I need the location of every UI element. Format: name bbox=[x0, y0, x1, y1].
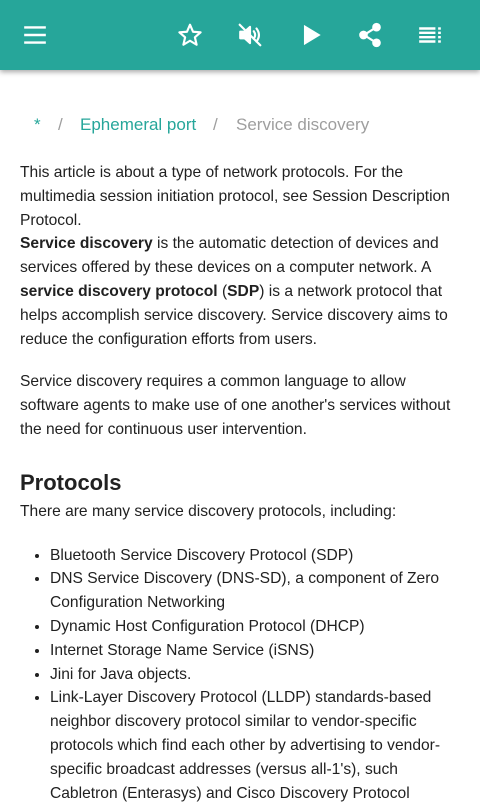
list-item: • Link-Layer Discovery Protocol (LLDP) standards-based neighbor discovery protocol similar to vendor-specific protocols which find each other by advertising to vendor-specific broadcast addresses (versus all-1's), such Cabletron (Enterasys) and Cisco Discovery Protocol bbox=[50, 686, 465, 805]
paragraph-text: ) is a network protocol that helps accomplish service discovery. Service discovery aims to reduce the configuration efforts from users. bbox=[20, 282, 448, 348]
article-body bbox=[20, 161, 465, 805]
lead-paragraph bbox=[20, 232, 465, 351]
menu-button[interactable] bbox=[11, 11, 59, 59]
app-bar bbox=[0, 0, 480, 70]
breadcrumb-separator: / bbox=[58, 115, 63, 134]
share-icon bbox=[357, 22, 383, 48]
paragraph-text: ( bbox=[217, 282, 228, 300]
term-sdp-full: service discovery protocol bbox=[20, 282, 218, 300]
hatnote: This article is about a type of network protocols. For the multimedia session initiation protocol, see Session Description Protocol. bbox=[20, 164, 450, 229]
paragraph: Service discovery requires a common language to allow software agents to make use of one another's services without the need for continuous user intervention. bbox=[20, 373, 451, 438]
play-icon bbox=[298, 22, 324, 48]
menu-icon bbox=[22, 22, 48, 48]
favorite-button[interactable] bbox=[166, 11, 214, 59]
volume-off-icon bbox=[237, 22, 263, 48]
breadcrumb-home-link[interactable]: * bbox=[34, 115, 41, 134]
term-sdp: SDP bbox=[227, 282, 260, 300]
protocols-intro: There are many service discovery protocols, including: bbox=[20, 502, 397, 520]
breadcrumb bbox=[0, 112, 480, 138]
list-item: • Jini for Java objects. bbox=[50, 663, 465, 687]
breadcrumb-separator: / bbox=[213, 115, 218, 134]
section-heading-protocols: Protocols bbox=[20, 469, 122, 495]
paragraph-text: is the automatic detection of devices and services offered by these devices on a computer network. A bbox=[20, 235, 439, 277]
list-item: • Bluetooth Service Discovery Protocol (SDP) bbox=[50, 544, 465, 568]
play-button[interactable] bbox=[287, 11, 335, 59]
term-service-discovery: Service discovery bbox=[20, 235, 153, 253]
breadcrumb-parent-link[interactable]: Ephemeral port bbox=[80, 115, 197, 134]
breadcrumb-current: Service discovery bbox=[236, 115, 370, 134]
mute-button[interactable] bbox=[226, 11, 274, 59]
table-of-contents-button[interactable] bbox=[406, 11, 454, 59]
list-item: • Dynamic Host Configuration Protocol (DHCP) bbox=[50, 615, 465, 639]
table-of-contents-icon bbox=[417, 22, 443, 48]
list-item: • DNS Service Discovery (DNS-SD), a component of Zero Configuration Networking bbox=[50, 567, 465, 615]
share-button[interactable] bbox=[346, 11, 394, 59]
protocols-list bbox=[20, 544, 465, 805]
list-item: • Internet Storage Name Service (iSNS) bbox=[50, 639, 465, 663]
star-outline-icon bbox=[177, 22, 203, 48]
